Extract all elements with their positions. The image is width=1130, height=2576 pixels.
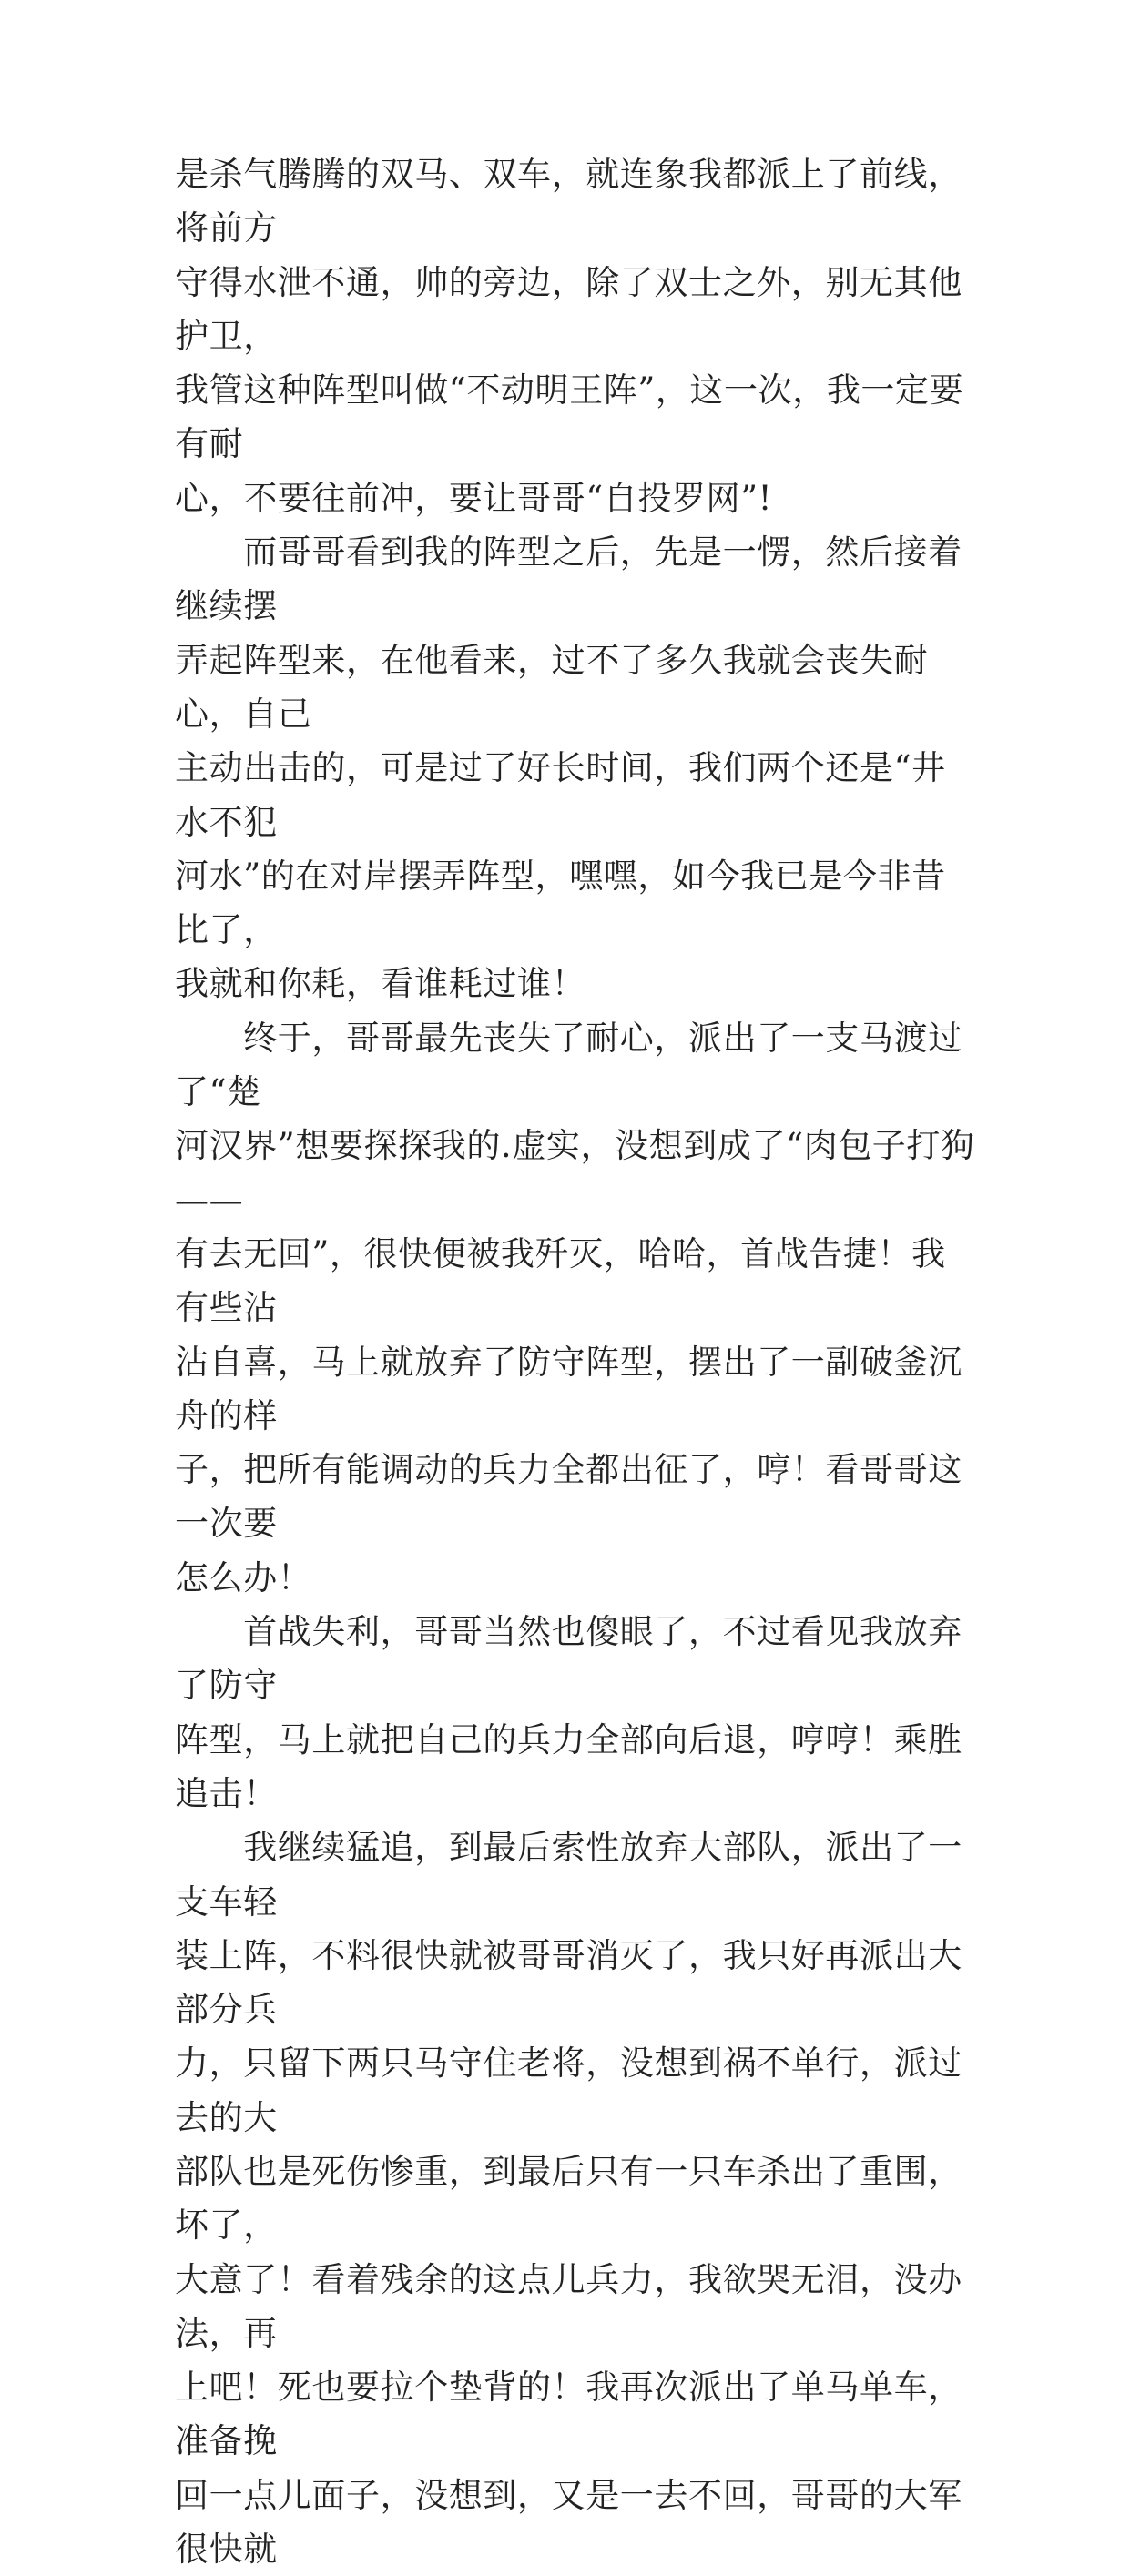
paragraph-2: 而哥哥看到我的阵型之后，先是一愣，然后接着继续摆 弄起阵型来，在他看来，过不了多久我就会丧失耐心，自己 主动出击的，可是过了好长时间，我们两个还是“井水不犯 河水”的在对岸摆弄阵型，嘿嘿，如今我已是今非昔比了， 我就和你耗，看谁耗过谁！ <box>175 532 962 1004</box>
paragraph-1: 是杀气腾腾的双马、双车，就连象我都派上了前线，将前方 守得水泄不通，帅的旁边，除了双士之外，别无其他护卫， 我管这种阵型叫做“不动明王阵”，这一次，我一定要有耐 心，不要往前冲，要让哥哥“自投罗网”! <box>175 155 964 518</box>
paragraph-5: 我继续猛追，到最后索性放弃大部队，派出了一支车轻 装上阵，不料很快就被哥哥消灭了，我只好再派出大部分兵 力，只留下两只马守住老将，没想到祸不单行，派过去的大 部队也是死伤惨重，到最后只有一只车杀出了重围，坏了， 大意了！看着残余的这点儿兵力，我欲哭无泪，没办法，再 上吧！死也要拉个垫背的！我再次派出了单马单车，准备挽 回一点儿面子，没想到，又是一去不回，哥哥的大军很快就 <box>175 1828 962 2570</box>
paragraph-3: 终于，哥哥最先丧失了耐心，派出了一支马渡过了“楚 河汉界”想要探探我的.虚实，没想到成了“肉包子打狗—— 有去无回”，很快便被我歼灭，哈哈，首战告捷！我有些沾 沾自喜，马上就放弃了防守阵型，摆出了一副破釜沉舟的样 子，把所有能调动的兵力全都出征了，哼！看哥哥这一次要 怎么办！ <box>175 1018 975 1597</box>
body-text <box>175 147 976 2576</box>
paragraph-4: 首战失利，哥哥当然也傻眼了，不过看见我放弃了防守 阵型，马上就把自己的兵力全部向后退，哼哼！乘胜追击！ <box>175 1612 962 1813</box>
